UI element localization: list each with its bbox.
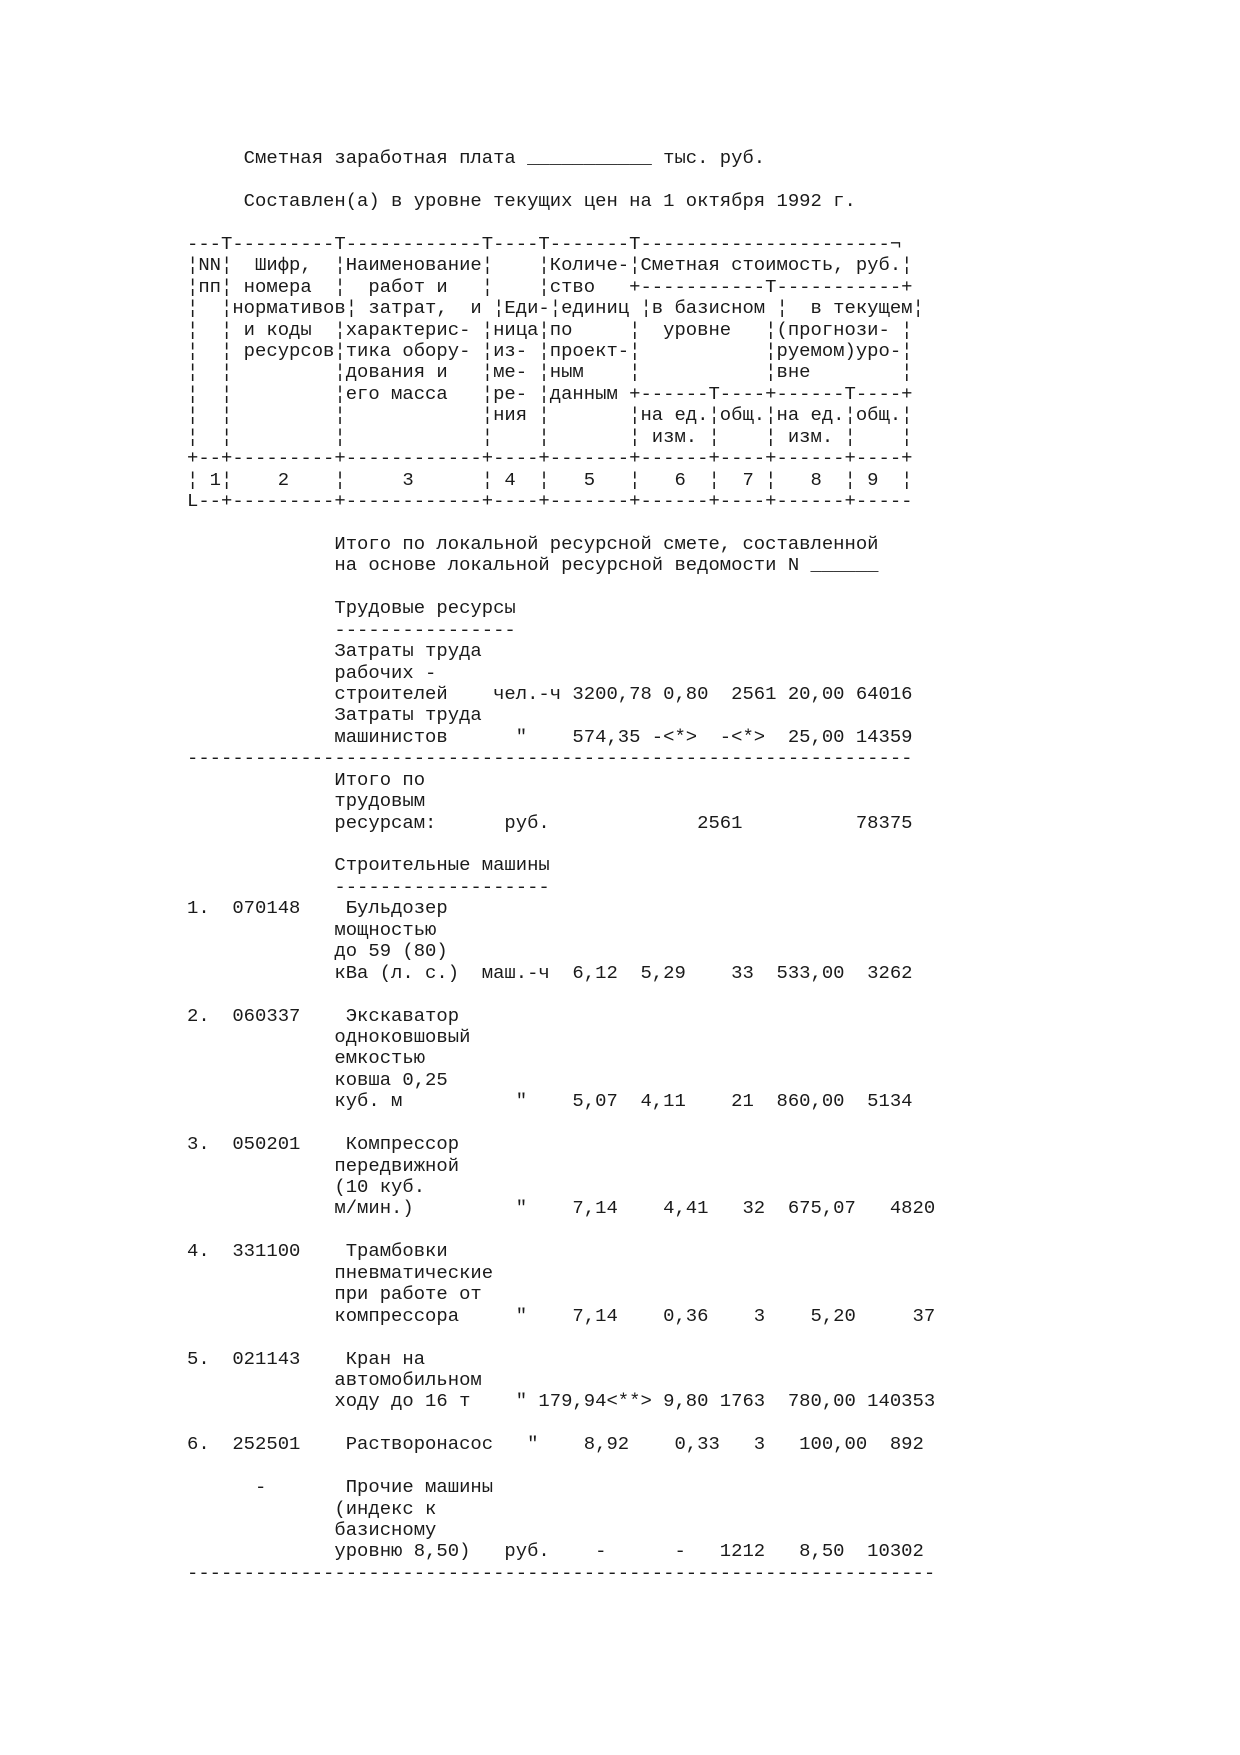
document-line: ¦NN¦ Шифр, ¦Наименование¦ ¦Количе-¦Сметная стоимость, руб.¦ — [187, 254, 913, 277]
document-line: одноковшовый — [187, 1025, 471, 1048]
document-line: (10 куб. — [187, 1176, 426, 1198]
estimate-document — [187, 148, 935, 1584]
document-line: Составлен(а) в уровне текущих цен на 1 октября 1992 г. — [187, 189, 856, 212]
document-line — [187, 834, 935, 855]
document-line: 1. 070148 Бульдозер — [187, 897, 448, 920]
document-line — [187, 1413, 935, 1434]
document-line: Итого по — [187, 768, 426, 791]
document-line: мощностью — [187, 918, 437, 941]
document-line: 6. 252501 Растворонасос " 8,92 0,33 3 100,00 892 — [187, 1433, 924, 1456]
document-line — [187, 1327, 935, 1348]
document-line: кВа (л. с.) маш.-ч 6,12 5,29 33 533,00 3262 — [187, 961, 913, 984]
document-line: 4. 331100 Трамбовки — [187, 1240, 448, 1263]
document-line: Итого по локальной ресурсной смете, составленной — [187, 532, 879, 555]
document-line: ¦ 1¦ 2 ¦ 3 ¦ 4 ¦ 5 ¦ 6 ¦ 7 ¦ 8 ¦ 9 ¦ — [187, 468, 913, 491]
document-line — [187, 1220, 935, 1241]
document-line: Сметная заработная плата ___________ тыс. руб. — [187, 147, 766, 169]
document-line — [187, 577, 935, 598]
document-line: ковша 0,25 — [187, 1068, 448, 1091]
document-line: 3. 050201 Компрессор — [187, 1133, 460, 1156]
document-line: Затраты труда — [187, 640, 482, 663]
document-line: емкостью — [187, 1047, 426, 1070]
document-line: ---------------------------------------------------------------- — [187, 747, 913, 770]
document-line: ¦ ¦ и коды ¦характерис- ¦ница¦по ¦ уровне ¦(прогнози- ¦ — [187, 318, 913, 341]
document-line: машинистов " 574,35 -<*> -<*> 25,00 14359 — [187, 725, 913, 748]
document-line — [187, 1456, 935, 1477]
document-line: (индекс к — [187, 1497, 437, 1520]
document-line: Затраты труда — [187, 704, 482, 727]
document-line: ¦ ¦нормативов¦ затрат, и ¦Еди-¦единиц ¦в базисном ¦ в текущем¦ — [187, 297, 924, 320]
document-line: 2. 060337 Экскаватор — [187, 1004, 460, 1027]
document-line: Трудовые ресурсы — [187, 597, 516, 620]
document-line: куб. м " 5,07 4,11 21 860,00 5134 — [187, 1090, 913, 1113]
document-line: ¦ ¦ ¦ ¦ния ¦ ¦на ед.¦общ.¦на ед.¦общ.¦ — [187, 404, 913, 427]
document-line — [187, 984, 935, 1005]
document-line: трудовым — [187, 790, 426, 813]
document-line — [187, 212, 935, 233]
document-line: ходу до 16 т " 179,94<**> 9,80 1763 780,00 140353 — [187, 1390, 936, 1413]
document-line: пневматические — [187, 1261, 494, 1284]
document-line: ресурсам: руб. 2561 78375 — [187, 811, 913, 834]
document-line: ------------------------------------------------------------------ — [187, 1561, 936, 1584]
document-line: м/мин.) " 7,14 4,41 32 675,07 4820 — [187, 1197, 936, 1220]
document-line: - Прочие машины — [187, 1476, 494, 1499]
document-line: ¦ ¦ ¦дования и ¦ме- ¦ным ¦ ¦вне ¦ — [187, 361, 913, 384]
document-line: до 59 (80) — [187, 940, 448, 963]
document-line: ¦ ¦ ресурсов¦тика обору- ¦из- ¦проект-¦ ¦руемом)уро-¦ — [187, 339, 913, 362]
document-line: Строительные машины — [187, 854, 550, 877]
document-line: ¦ ¦ ¦его масса ¦ре- ¦данным +------T----+------T----+ — [187, 382, 913, 405]
document-line: компрессора " 7,14 0,36 3 5,20 37 — [187, 1304, 936, 1327]
document-line: при работе от — [187, 1283, 482, 1306]
document-line: ---T---------T------------T----T-------T----------------------¬ — [187, 232, 902, 255]
document-line: строителей чел.-ч 3200,78 0,80 2561 20,00 64016 — [187, 682, 913, 705]
document-line: на основе локальной ресурсной ведомости N ______ — [187, 554, 879, 577]
document-line: +--+---------+------------+----+-------+------+----+------+----+ — [187, 447, 913, 470]
document-line: автомобильном — [187, 1368, 482, 1391]
document-line: рабочих - — [187, 661, 437, 684]
document-line — [187, 169, 935, 190]
document-line — [187, 512, 935, 533]
document-line: базисному — [187, 1519, 437, 1541]
document-line: ¦ ¦ ¦ ¦ ¦ ¦ изм. ¦ ¦ изм. ¦ ¦ — [187, 425, 913, 448]
document-line: ¦пп¦ номера ¦ работ и ¦ ¦ство +-----------T-----------+ — [187, 275, 913, 298]
document-line: ---------------- — [187, 618, 516, 641]
document-line: ------------------- — [187, 875, 550, 898]
document-line: уровню 8,50) руб. - - 1212 8,50 10302 — [187, 1540, 924, 1563]
document-line: L--+---------+------------+----+-------+------+----+------+----- — [187, 490, 913, 512]
document-line: передвижной — [187, 1154, 460, 1177]
document-line — [187, 1113, 935, 1134]
document-line: 5. 021143 Кран на — [187, 1347, 426, 1370]
